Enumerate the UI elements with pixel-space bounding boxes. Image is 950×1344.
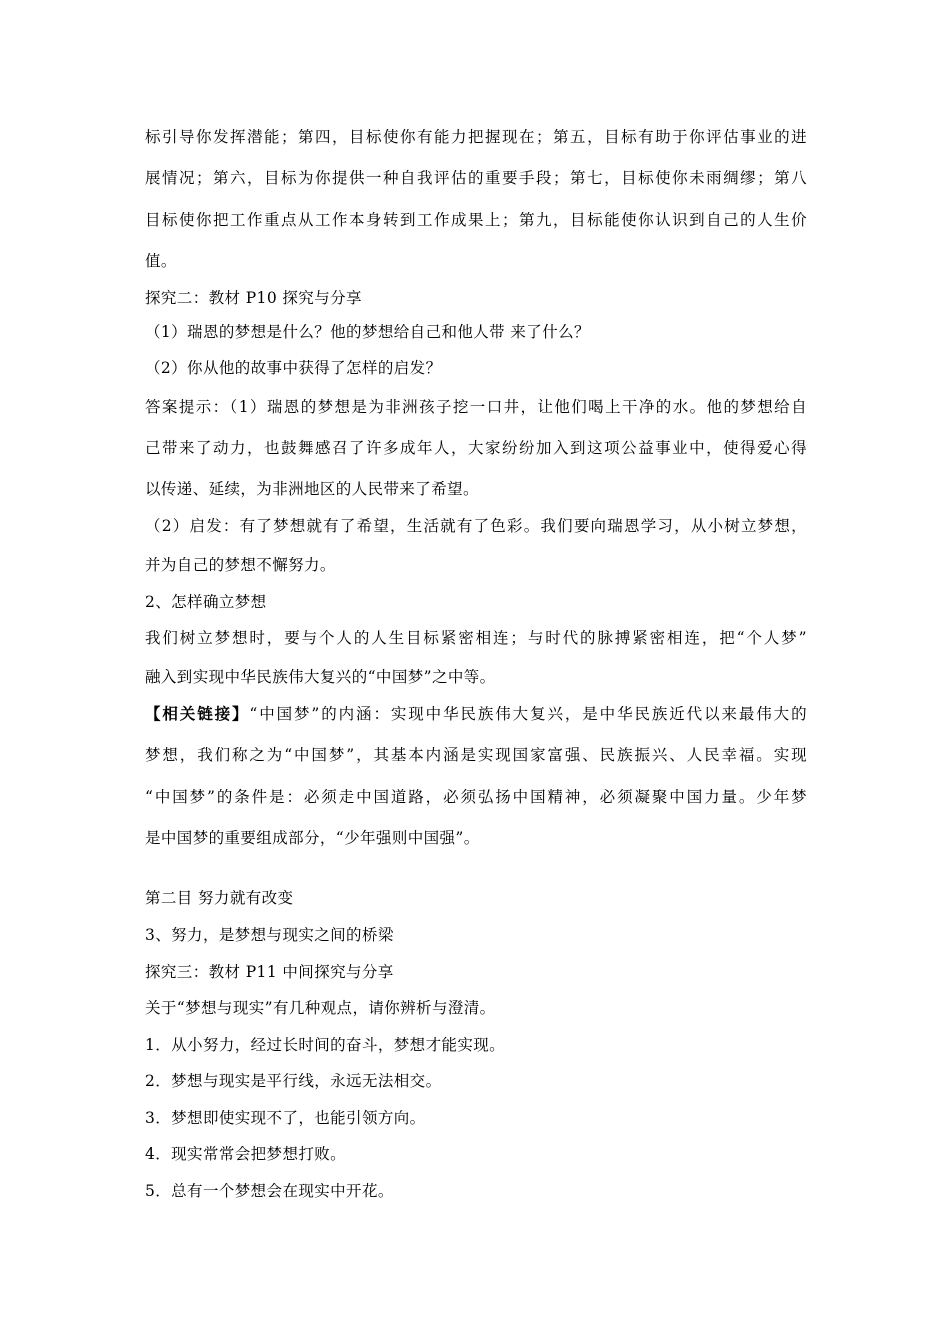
- text-line-4: 值。: [145, 252, 177, 270]
- body-line-2: 融入到实现中华民族伟大复兴的“中国梦”之中等。: [145, 668, 496, 686]
- section-heading-3: 3、努力，是梦想与现实之间的桥梁: [145, 926, 394, 944]
- list-item-2: 2．梦想与现实是平行线，永远无法相交。: [145, 1072, 442, 1090]
- list-item-4: 4．现实常常会把梦想打败。: [145, 1145, 347, 1163]
- section-heading-explore-3: 探究三：教材 P11 中间探究与分享: [145, 963, 394, 981]
- related-link-line-4: 是中国梦的重要组成部分，“少年强则中国强”。: [145, 829, 480, 847]
- question-2: （2）你从他的故事中获得了怎样的启发？: [145, 359, 442, 377]
- section-heading-part-2: 第二目 努力就有改变: [145, 889, 294, 907]
- text-line-1: 标引导你发挥潜能；第四，目标使你有能力把握现在；第五，目标有助于你评估事业的进: [145, 128, 807, 146]
- answer-line-5: 并为自己的梦想不懈努力。: [145, 556, 336, 574]
- text-line-2: 展情况；第六，目标为你提供一种自我评估的重要手段；第七，目标使你未雨绸缪；第八: [145, 169, 807, 187]
- list-item-1: 1．从小努力，经过长时间的奋斗，梦想才能实现。: [145, 1036, 506, 1054]
- related-link-line-2: 梦想，我们称之为“中国梦”，其基本内涵是实现国家富强、民族振兴、人民幸福。实现: [145, 746, 807, 764]
- body-line-3: 关于“梦想与现实”有几种观点，请你辨析与澄清。: [145, 999, 496, 1017]
- answer-line-2: 己带来了动力，也鼓舞感召了许多成年人，大家纷纷加入到这项公益事业中，使得爱心得: [145, 439, 807, 457]
- list-item-5: 5．总有一个梦想会在现实中开花。: [145, 1182, 394, 1200]
- answer-line-4: （2）启发：有了梦想就有了希望，生活就有了色彩。我们要向瑞恩学习，从小树立梦想，: [145, 517, 807, 535]
- related-link-label: 【相关链接】: [145, 704, 250, 723]
- list-item-3: 3．梦想即使实现不了，也能引领方向。: [145, 1109, 426, 1127]
- related-link-line-1: [145, 704, 807, 724]
- related-link-text: “中国梦”的内涵：实现中华民族伟大复兴，是中华民族近代以来最伟大的: [249, 705, 807, 723]
- related-link-line-3: “中国梦”的条件是：必须走中国道路，必须弘扬中国精神，必须凝聚中国力量。少年梦: [145, 788, 807, 806]
- question-1: （1）瑞恩的梦想是什么？他的梦想给自己和他人带 来了什么？: [145, 323, 590, 341]
- answer-line-3: 以传递、延续，为非洲地区的人民带来了希望。: [145, 480, 479, 498]
- text-line-3: 目标使你把工作重点从工作本身转到工作成果上；第九，目标能使你认识到自己的人生价: [145, 211, 807, 229]
- body-line-1: 我们树立梦想时，要与个人的人生目标紧密相连；与时代的脉搏紧密相连，把“个人梦”: [145, 629, 807, 647]
- section-heading-explore-2: 探究二：教材 P10 探究与分享: [145, 289, 362, 307]
- answer-line-1: 答案提示：（1）瑞恩的梦想是为非洲孩子挖一口井，让他们喝上干净的水。他的梦想给自: [145, 398, 807, 416]
- section-heading-2: 2、怎样确立梦想: [145, 593, 267, 611]
